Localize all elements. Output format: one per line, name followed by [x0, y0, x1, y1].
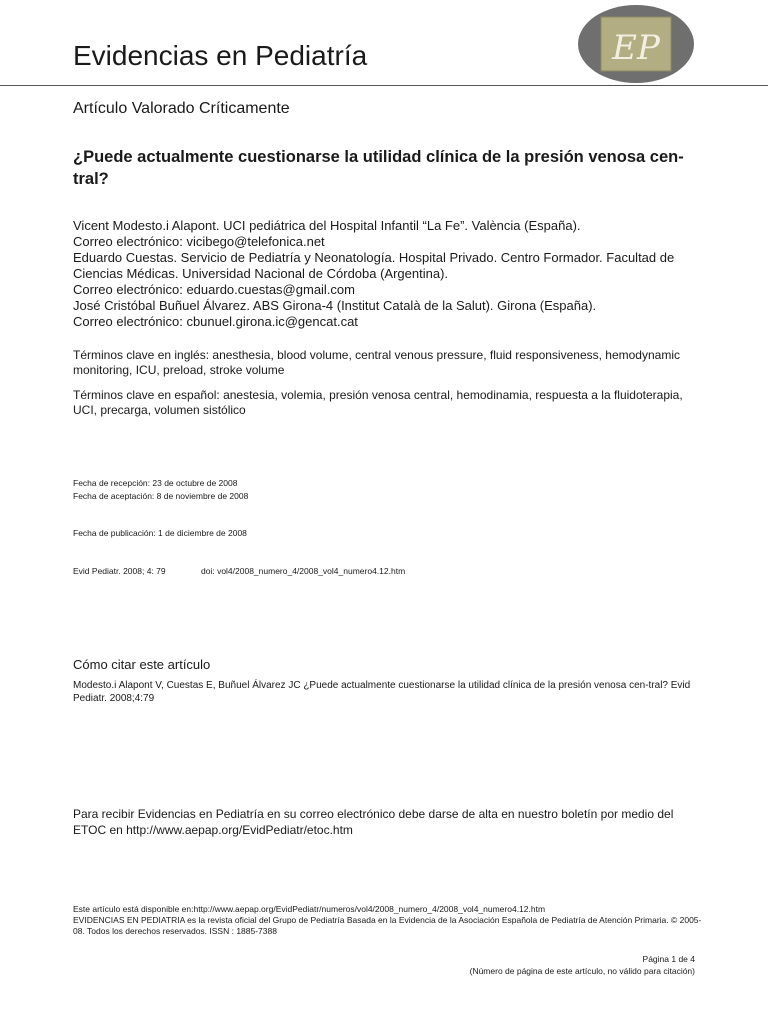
availability-note: Este artículo está disponible en:http://www.aepap.org/EvidPediatr/numeros/vol4/2008_numero_4/2008_vol4_numero4.12.htm [73, 904, 546, 914]
journal-reference: Evid Pediatr. 2008; 4: 79 [73, 566, 166, 576]
header-divider [0, 85, 768, 86]
doi: doi: vol4/2008_numero_4/2008_vol4_numero4.12.htm [201, 566, 406, 576]
page-number: Página 1 de 4 [642, 954, 695, 964]
page-number-block [470, 953, 695, 977]
citation-heading: Cómo citar este artículo [73, 657, 211, 672]
footer [73, 904, 713, 937]
accepted-date: Fecha de aceptación: 8 de noviembre de 2008 [73, 491, 249, 501]
author-line: Ciencias Médicas. Universidad Nacional de Córdoba (Argentina). [73, 266, 449, 281]
etoc-notice: Para recibir Evidencias en Pediatría en su correo electrónico debe darse de alta en nuestro boletín por medio del ETOC en http://www.aepap.org/EvidPediatr/etoc.htm [73, 807, 674, 837]
journal-logo [577, 4, 695, 84]
author-email: Correo electrónico: cbunuel.girona.ic@gencat.cat [73, 314, 358, 329]
author-email: Correo electrónico: eduardo.cuestas@gmail.com [73, 282, 355, 297]
keywords-spanish: Términos clave en español: anestesia, volemia, presión venosa central, hemodinamia, respuesta a la fluidoterapia, UCI, precarga, volumen sistólico [73, 388, 683, 417]
received-date: Fecha de recepción: 23 de octubre de 2008 [73, 478, 238, 488]
citation-text: Modesto.i Alapont V, Cuestas E, Buñuel Álvarez JC ¿Puede actualmente cuestionarse la utilidad clínica de la presión venosa cen-tral? Evid Pediatr. 2008;4:79 [73, 680, 691, 704]
author-line: Vicent Modesto.i Alapont. UCI pediátrica del Hospital Infantil “La Fe”. València (España). [73, 218, 581, 233]
author-line: Eduardo Cuestas. Servicio de Pediatría y Neonatología. Hospital Privado. Centro Formador. Facultad de [73, 250, 675, 265]
page-number-note: (Número de página de este artículo, no válido para citación) [469, 966, 695, 976]
author-line: José Cristóbal Buñuel Álvarez. ABS Girona-4 (Institut Català de la Salut). Girona (España). [73, 298, 597, 313]
logo-text: EP [612, 28, 660, 68]
article-title: ¿Puede actualmente cuestionarse la utilidad clínica de la presión venosa cen-tral? [73, 148, 684, 188]
published-date: Fecha de publicación: 1 de diciembre de 2008 [73, 528, 247, 538]
section-label: Artículo Valorado Críticamente [73, 100, 290, 117]
copyright-note: EVIDENCIAS EN PEDIATRIA es la revista oficial del Grupo de Pediatría Basada en la Evidencia de la Asociación Española de Pediatría de Atención Primaria. © 2005-08. Todos los derechos reservados. ISSN : 1885-7388 [73, 915, 702, 936]
author-email: Correo electrónico: vicibego@telefonica.net [73, 234, 325, 249]
author-block [73, 218, 713, 330]
journal-title: Evidencias en Pediatría [73, 40, 368, 71]
keywords-english: Términos clave en inglés: anesthesia, blood volume, central venous pressure, fluid responsiveness, hemodynamic monitoring, ICU, preload, stroke volume [73, 348, 680, 377]
